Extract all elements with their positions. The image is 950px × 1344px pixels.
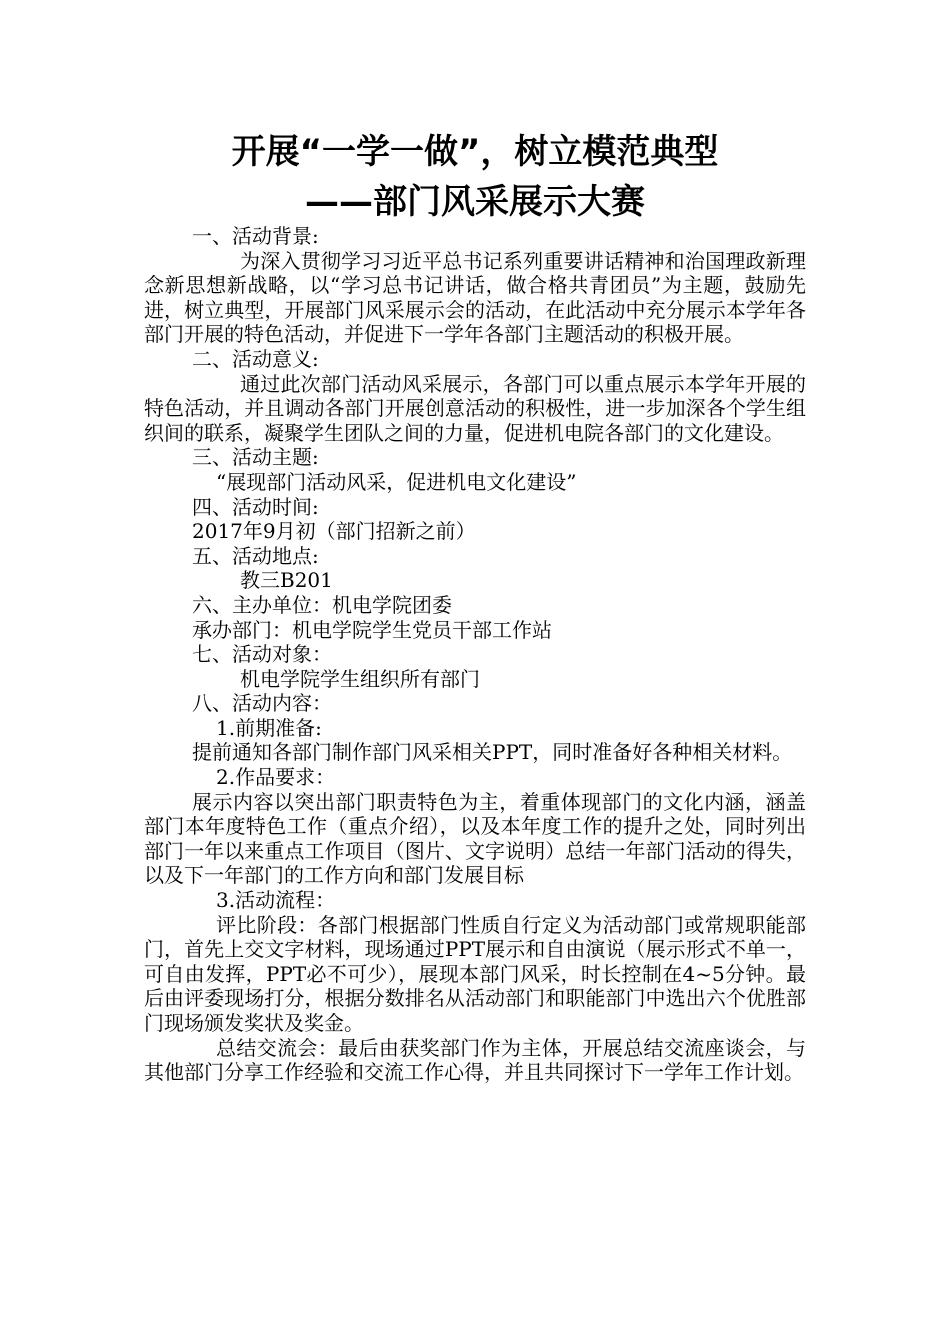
paragraph-theme: “展现部门活动风采，促进机电文化建设” [216,469,577,494]
document-subtitle: ——部门风采展示大赛 [305,182,645,222]
paragraph-background: 为深入贯彻学习习近平总书记系列重要讲话精神和治国理政新理念新思想新战略，以“学习总书记讲话，做合格共青团员”为主题，鼓励先进，树立典型，开展部门风采展示会的活动，在此活动中充分展示本学年各部门开展的特色活动，并促进下一学年各部门主题活动的积极开展。 [144,248,806,347]
paragraph-co-organizer: 承办部门：机电学院学生党员干部工作站 [192,617,552,642]
paragraph-preparation: 提前通知各部门制作部门风采相关PPT，同时准备好各种相关材料。 [192,740,793,765]
section-heading-significance: 二、活动意义: [192,346,319,371]
subheading-requirements: 2.作品要求： [216,765,336,790]
subheading-preparation: 1.前期准备: [216,715,322,740]
document-title: 开展“一学一做”，树立模范典型 [231,132,719,172]
section-heading-organizer: 六、主办单位：机电学院团委 [192,592,452,617]
section-heading-target: 七、活动对象： [192,642,332,667]
subheading-flow: 3.活动流程： [216,888,336,913]
paragraph-flow-evaluation: 评比阶段：各部门根据部门性质自行定义为活动部门或常规职能部门，首先上交文字材料，现场通过PPT展示和自由演说（展示形式不单一，可自由发挥，PPT必不可少），展现本部门风采，时长控制在4~5分钟。最后由评委现场打分，根据分数排名从活动部门和职能部门中选出六个优胜部门现场颁发奖状及奖金。 [144,912,806,1035]
paragraph-flow-summary: 总结交流会：最后由获奖部门作为主体，开展总结交流座谈会，与其他部门分享工作经验和交流工作心得，并且共同探讨下一学年工作计划。 [144,1035,806,1085]
section-heading-content: 八、活动内容： [192,691,332,716]
section-heading-background: 一、活动背景: [192,224,319,248]
section-heading-time: 四、活动时间: [192,494,319,519]
paragraph-target: 机电学院学生组织所有部门 [240,666,480,691]
paragraph-location: 教三B201 [240,568,333,593]
section-heading-theme: 三、活动主题: [192,445,319,470]
paragraph-time: 2017年9月初（部门招新之前） [192,519,476,544]
paragraph-requirements: 展示内容以突出部门职责特色为主，着重体现部门的文化内涵，涵盖部门本年度特色工作（重点介绍），以及本年度工作的提升之处，同时列出部门一年以来重点工作项目（图片、文字说明）总结一年部门活动的得失，以及下一年部门的工作方向和部门发展目标 [144,789,806,888]
document-body [144,224,806,1085]
paragraph-significance: 通过此次部门活动风采展示，各部门可以重点展示本学年开展的特色活动，并且调动各部门开展创意活动的积极性，进一步加深各个学生组织间的联系，凝聚学生团队之间的力量，促进机电院各部门的文化建设。 [144,371,806,445]
section-heading-location: 五、活动地点: [192,543,319,568]
